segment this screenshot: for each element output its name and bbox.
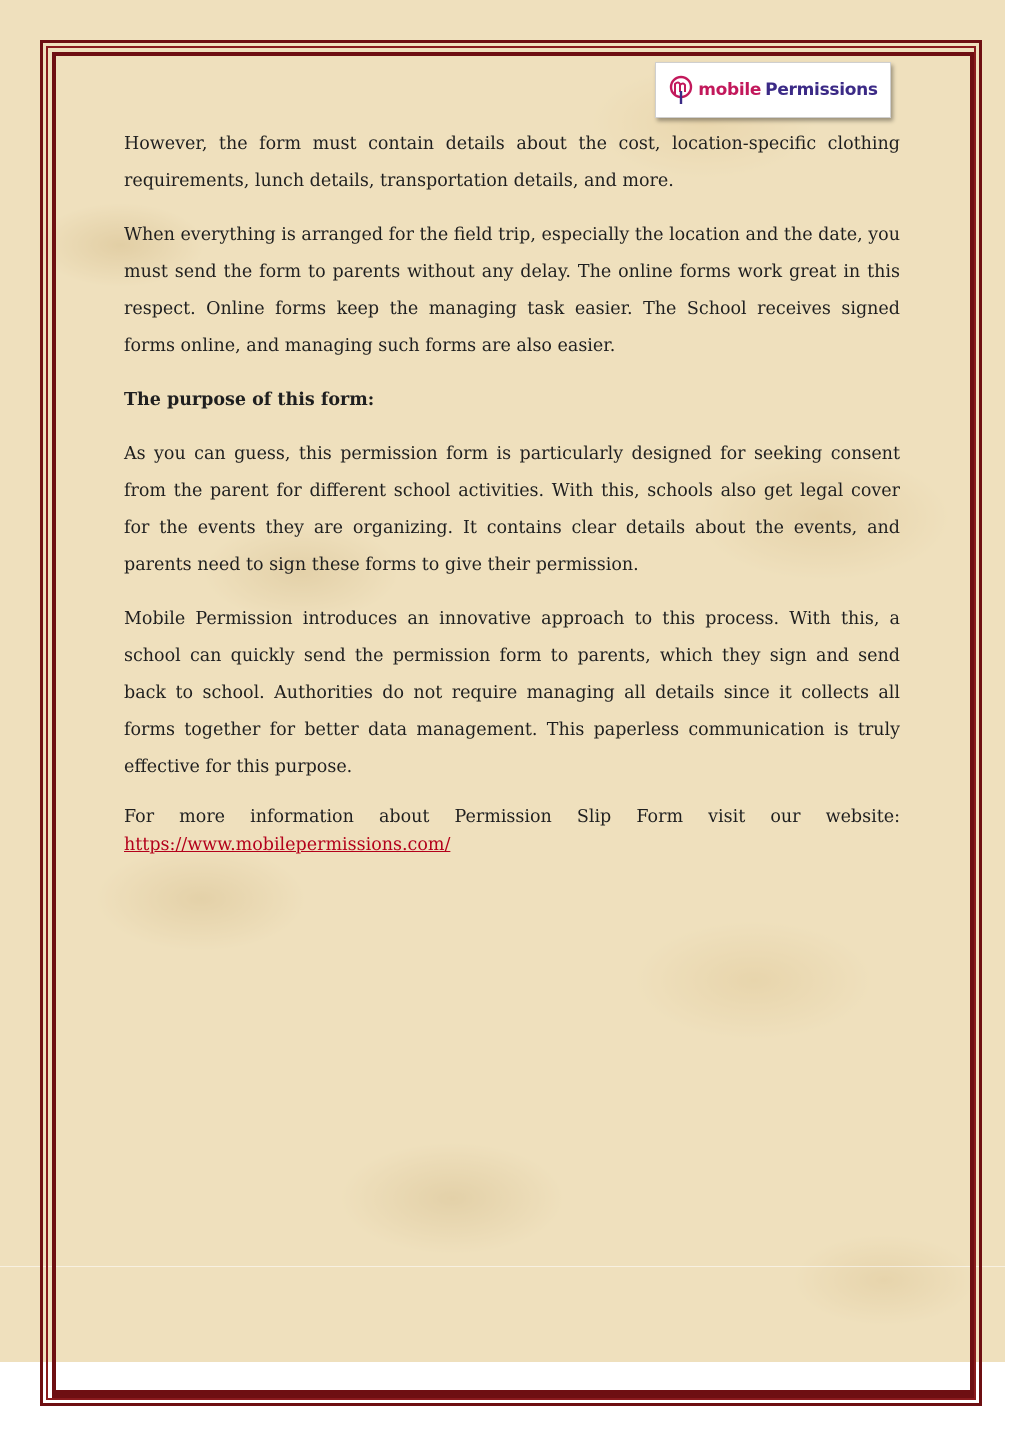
paragraph-send-form: When everything is arranged for the field trip, especially the location and the date, you must send the form to parents without any delay. The online forms work great in this respect. Online forms keep the managing task easier. The School receives signed forms online, and managing such forms are also easier. (124, 225, 900, 356)
paragraph-form-details: However, the form must contain details about the cost, location-specific clothing requirements, lunch details, transportation details, and more. (124, 134, 900, 191)
section-heading-purpose: The purpose of this form: (124, 390, 375, 410)
paragraph-mobile-permission: Mobile Permission introduces an innovative approach to this process. With this, a school can quickly send the permission form to parents, which they sign and send back to school. Authorities do not require managing all details since it collects all forms together for better data management. This paperless communication is truly effective for this purpose. (124, 609, 900, 777)
website-link[interactable]: https://www.mobilepermissions.com/ (124, 835, 451, 855)
document-body (124, 126, 900, 859)
paragraph-purpose: As you can guess, this permission form is particularly designed for seeking consent from the parent for different school activities. With this, schools also get legal cover for the events they are organizing. It contains clear details about the events, and parents need to sign these forms to give their permission. (124, 444, 900, 575)
page-border-bottom-band (52, 1390, 974, 1396)
closing-text: For more information about Permission Slip Form visit our website: (124, 807, 900, 827)
logo-text-mobile: mobile (698, 80, 762, 100)
mp-logo-icon (668, 75, 694, 105)
logo-text-permissions: Permissions (765, 80, 878, 100)
closing-paragraph (124, 803, 900, 859)
mobile-permissions-logo (655, 62, 891, 118)
